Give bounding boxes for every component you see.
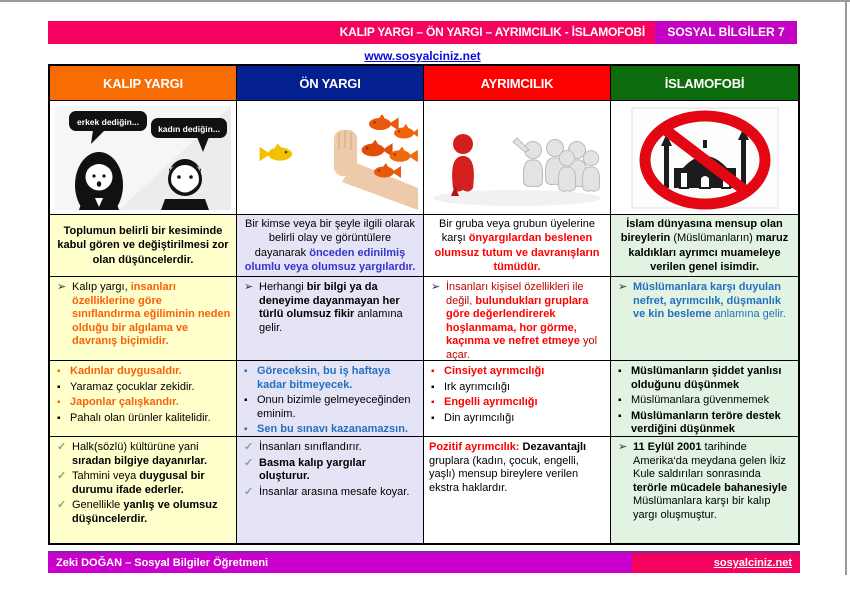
speech-bubble-left-text: erkek dediğin... <box>77 116 139 127</box>
page-title: KALIP YARGI – ÖN YARGI – AYRIMCILIK - İSLAMOFOBİ <box>339 25 645 39</box>
examples-on-yargi <box>237 361 424 437</box>
list-item: ➢ İnsanları kişisel özellikleri ile değil, bulundukları gruplara göre değerlendirerek hoşlanmama, hor görme, kaçınma ve nefret etmeye yol açar. <box>431 281 598 361</box>
list-item: ✓ Halk(sözlü) kültürüne yani sıradan bilgiye dayanırlar. <box>57 441 208 467</box>
features-islamofobi <box>611 277 798 361</box>
definition-on-yargi: Bir kimse veya bir şeyle ilgili olarak belirli olay ve görüntülere dayanarak önceden edinilmiş olumlu veya olumsuz yargılardır. <box>237 215 424 277</box>
list-item: ▪ Müslümanlara güvenmemek <box>618 394 770 406</box>
no-mosque-prohibition-icon <box>630 106 780 210</box>
check-bullet-icon: ✓ <box>244 456 254 469</box>
features-on-yargi <box>237 277 424 361</box>
list-item: ➢ Müslümanlara karşı duyulan nefret, ayrımcılık, düşmanlık ve kin besleme anlamına gelir. <box>618 281 786 320</box>
arrow-bullet-icon: ➢ <box>431 281 441 293</box>
square-bullet-icon: ▪ <box>57 397 61 408</box>
website-link[interactable]: www.sosyalciniz.net <box>364 49 481 63</box>
excluded-red-figure-icon <box>429 106 605 210</box>
hand-blocking-goldfish-icon <box>242 106 418 210</box>
arrow-bullet-icon: ➢ <box>244 281 254 293</box>
square-bullet-icon: ▪ <box>618 366 622 377</box>
list-item: ✓ Genellikle yanlış ve olumsuz düşüncelerdir. <box>57 499 218 525</box>
examples-ayrimcilik <box>424 361 611 437</box>
square-bullet-icon: ▪ <box>244 395 248 406</box>
page-top-edge <box>0 0 850 2</box>
square-bullet-icon: ▪ <box>57 412 61 424</box>
list-item: ▪ Pahalı olan ürünler kalitelidir. <box>57 411 211 424</box>
list-item: ➢ Kalıp yargı, insanları özelliklerine göre sınıflandırma eğiliminin neden olduğu bir algılama ve davranış biçimidir. <box>57 281 231 347</box>
notes-kalip-yargi <box>50 437 237 543</box>
speech-bubble-right-text: kadın dediğin... <box>158 123 220 134</box>
site-link-wrap <box>48 47 797 65</box>
list-item: ▪ Göreceksin, bu iş haftaya kadar bitmeyecek. <box>244 365 391 391</box>
check-bullet-icon: ✓ <box>57 499 67 511</box>
square-bullet-icon: ▪ <box>618 410 622 422</box>
square-bullet-icon: ▪ <box>57 366 61 377</box>
check-bullet-icon: ✓ <box>57 470 67 482</box>
definition-ayrimcilik: Bir gruba veya grubun üyelerine karşı önyargılardan beslenen olumsuz tutum ve davranışların tümüdür. <box>424 215 611 277</box>
stereotype-illustration-cell <box>50 101 237 215</box>
list-item: ▪ Cinsiyet ayrımcılığı <box>431 365 545 377</box>
list-item: ▪ Engelli ayrımcılığı <box>431 396 538 408</box>
list-item: ▪ Yaramaz çocuklar zekidir. <box>57 380 195 393</box>
square-bullet-icon: ▪ <box>431 397 435 408</box>
examples-islamofobi <box>611 361 798 437</box>
course-badge: SOSYAL BİLGİLER 7 <box>655 21 797 44</box>
square-bullet-icon: ▪ <box>431 412 435 424</box>
notes-ayrimcilik <box>424 437 611 543</box>
arrow-bullet-icon: ➢ <box>57 281 67 293</box>
arrow-bullet-icon: ➢ <box>618 281 628 293</box>
column-header-kalip-yargi: KALIP YARGI <box>50 66 237 101</box>
column-header-ayrimcilik: AYRIMCILIK <box>424 66 611 101</box>
check-bullet-icon: ✓ <box>244 441 254 453</box>
list-item: ➢ 11 Eylül 2001 tarihinde Amerika‘da meydana gelen İkiz Kule saldırıları sonrasında terörle mücadele bahanesiyle Müslümanlara karşı bir kalıp yargı oluşmuştur. <box>618 441 788 521</box>
square-bullet-icon: ▪ <box>244 366 248 377</box>
list-item: ✓ Basma kalıp yargılar oluşturur. <box>244 456 367 482</box>
features-kalip-yargi <box>50 277 237 361</box>
list-item: ▪ Kadınlar duygusaldır. <box>57 365 182 377</box>
prejudice-illustration-cell <box>237 101 424 215</box>
list-item: ✓ Tahmini veya duygusal bir durumu ifade ederler. <box>57 470 205 496</box>
column-header-on-yargi: ÖN YARGI <box>237 66 424 101</box>
list-item: ▪ Müslümanların teröre destek verdiğini düşünmek <box>618 409 781 435</box>
list-item: ▪ Onun bizimle gelmeyeceğinden eminim. <box>244 394 411 420</box>
islamophobia-illustration-cell <box>611 101 798 215</box>
square-bullet-icon: ▪ <box>57 381 61 393</box>
square-bullet-icon: ▪ <box>618 395 622 406</box>
check-bullet-icon: ✓ <box>244 485 254 498</box>
footer-site-wrap <box>632 553 800 573</box>
list-item: ✓ İnsanları sınıflandırır. <box>244 441 362 453</box>
definition-kalip-yargi: Toplumun belirli bir kesiminde kabul gören ve değiştirilmesi zor olan düşüncelerdir. <box>50 215 237 277</box>
stereotype-cartoon-icon <box>55 106 231 210</box>
concept-table <box>48 64 800 545</box>
footer-site-link[interactable]: sosyalciniz.net <box>713 557 792 569</box>
check-bullet-icon: ✓ <box>57 441 67 453</box>
list-item: ▪ Din ayrımcılığı <box>431 411 515 424</box>
discrimination-illustration-cell <box>424 101 611 215</box>
list-item: ▪ Irk ayrımcılığı <box>431 380 511 393</box>
column-header-islamofobi: İSLAMOFOBİ <box>611 66 798 101</box>
page-right-edge <box>845 0 847 575</box>
list-item: ➢ Herhangi bir bilgi ya da deneyime dayanmayan her türlü olumsuz fikir anlamına gelir. <box>244 281 403 334</box>
square-bullet-icon: ▪ <box>431 366 435 377</box>
features-ayrimcilik <box>424 277 611 361</box>
list-item: ▪ Sen bu sınavı kazanamazsın. <box>244 423 409 435</box>
square-bullet-icon: ▪ <box>431 381 435 393</box>
footer-bar <box>48 551 800 573</box>
examples-kalip-yargi <box>50 361 237 437</box>
list-item: ✓ İnsanlar arasına mesafe koyar. <box>244 485 410 498</box>
arrow-bullet-icon: ➢ <box>618 441 628 453</box>
definition-islamofobi: İslam dünyasına mensup olan bireylerin (Müslümanların) maruz kaldıkları ayrımcı muameleye verilen genel isimdir. <box>611 215 798 277</box>
title-banner <box>48 21 797 44</box>
square-bullet-icon: ▪ <box>244 424 248 435</box>
list-item: ▪ Japonlar çalışkandır. <box>57 396 179 408</box>
list-item: Pozitif ayrımcılık: Dezavantajlı gruplara (kadın, çocuk, engelli, yaşlı) mensup bireylere verilen ekstra haklardır. <box>429 441 587 494</box>
list-item: ▪ Müslümanların şiddet yanlısı olduğunu düşünmek <box>618 365 782 391</box>
notes-on-yargi <box>237 437 424 543</box>
notes-islamofobi <box>611 437 798 543</box>
author-credit: Zeki DOĞAN – Sosyal Bilgiler Öğretmeni <box>48 553 632 573</box>
